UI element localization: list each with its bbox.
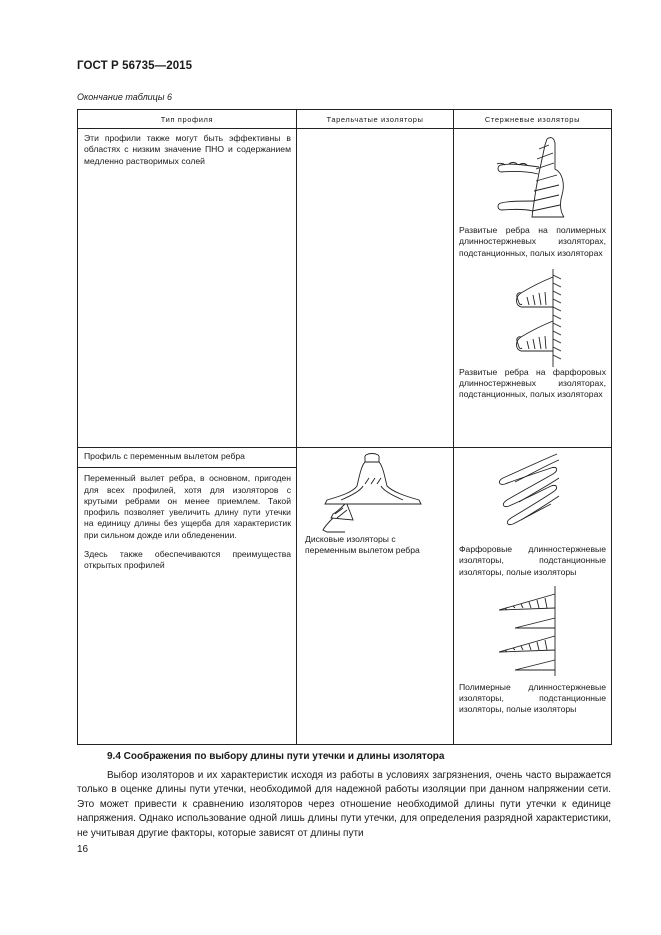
section-title: 9.4 Соображения по выбору длины пути утечки и длины изолятора [107,751,445,762]
table-row [78,448,612,745]
porcelain-rod-caption: Фарфоровые длинностержневые изоляторы, подстанционные изоляторы, полые изоляторы [459,544,606,577]
porcelain-alternating-shed-illustration [459,448,607,544]
disc-insulator-illustration [305,448,445,534]
polymer-rod-caption: Развитые ребра на полимерных длинностержневых изоляторах, подстанционных, полых изоляторах [459,225,606,258]
table-header-row [78,110,612,129]
porcelain-rod-caption: Развитые ребра на фарфоровых длинностержневых изоляторах, подстанционных, полых изоляторах [459,366,606,400]
rod-insulator-cell [454,448,612,745]
table-caption: Окончание таблицы 6 [77,92,172,102]
porcelain-ribbed-rod-illustration [459,259,607,367]
profile-cell [78,129,297,448]
profile-description: Эти профили также могут быть эффективны в областях с низким значение ПНО и содержанием медленно растворимых солей [84,133,291,166]
standard-id: ГОСТ Р 56735—2015 [77,60,193,72]
polymer-ribbed-rod-illustration [459,129,607,225]
column-header-cap-insulators: Тарельчатые изоляторы [297,110,454,129]
insulator-profiles-table [77,109,612,745]
profile-description-advantages: Здесь также обеспечиваются преимущества открытых профилей [84,549,291,571]
polymer-rod-caption: Полимерные длинностержневые изоляторы, подстанционные изоляторы, полые изоляторы [459,681,606,715]
cap-insulator-cell [297,448,454,745]
table-row [78,129,612,448]
rod-insulator-cell [454,129,612,448]
polymer-alternating-shed-illustration [459,578,607,682]
cap-insulator-cell [297,129,454,448]
section-paragraph: Выбор изоляторов и их характеристик исходя из работы в условиях загрязнения, очень часто выражается только в оценке длины пути утечки, необходимой для надежной работы изоляции при данном напряжении сети. Это может привести к сравнению изоляторов через отношение необходимой длины пути утечки к единице напряжения. Однако использование одной лишь длины пути утечки, для определения разрядной характеристики, не учитывая другие факторы, которые зависят от длины пути [77,770,611,839]
profile-title: Профиль с переменным вылетом ребра [78,448,296,468]
column-header-rod-insulators: Стержневые изоляторы [454,110,612,129]
profile-description: Переменный вылет ребра, в основном, пригоден для всех профилей, хотя для изоляторов с крутыми ребрами он менее приемлем. Такой профиль позволяет увеличить длину пути утечки на единицу длины без ущерба для характеристик при сильном дожде или обледенении. [84,473,291,540]
column-header-profile-type: Тип профиля [78,110,297,129]
profile-cell [78,448,297,745]
disc-insulator-caption: Дисковые изоляторы с переменным вылетом ребра [305,534,420,556]
page-number: 16 [77,844,89,855]
